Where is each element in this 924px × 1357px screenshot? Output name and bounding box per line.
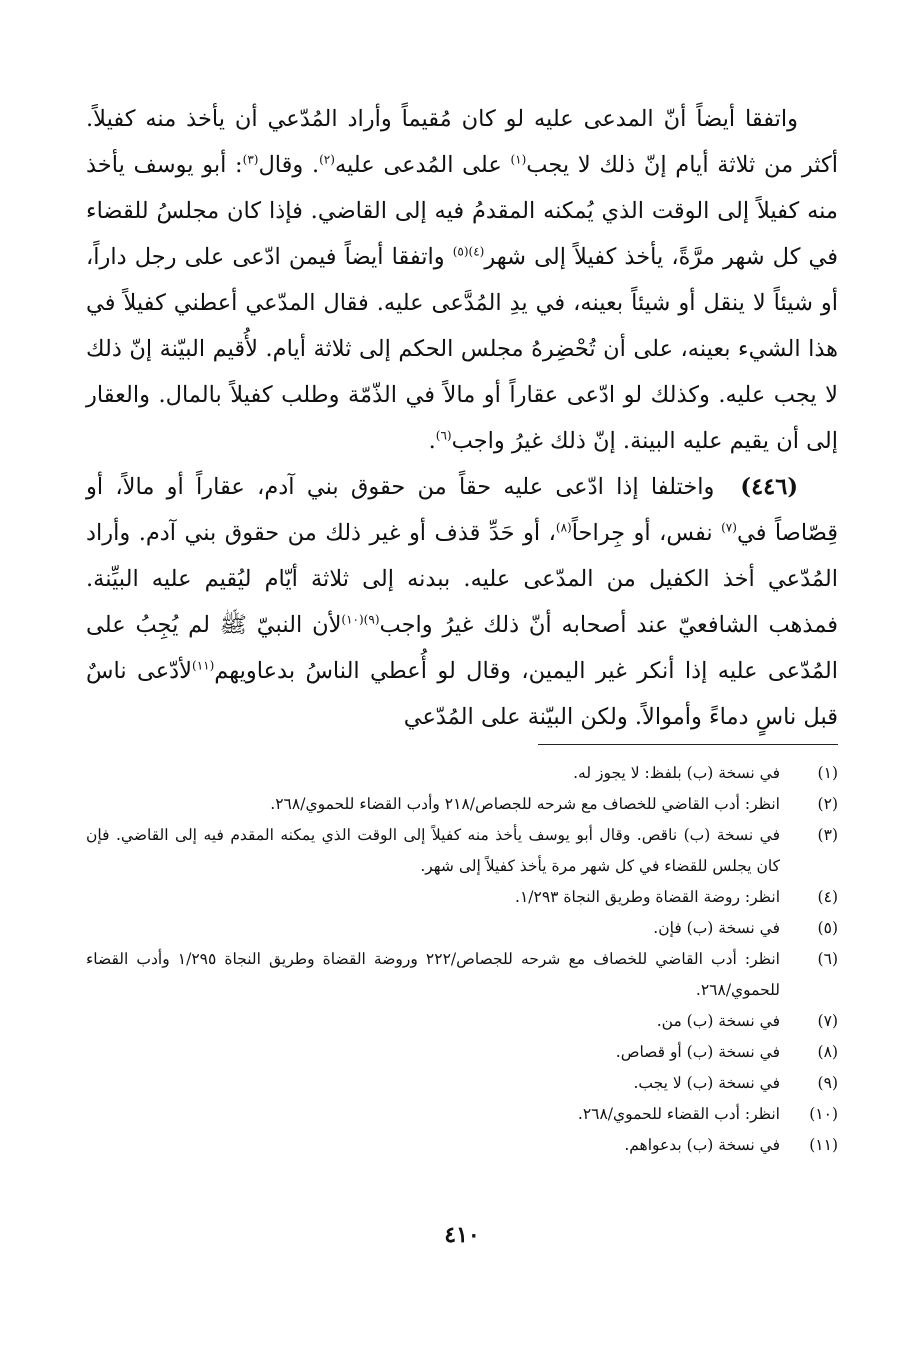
footnote-item — [86, 789, 838, 820]
footnote-item — [86, 1130, 838, 1161]
text-run: لأدّعى ناسٌ قبل ناسٍ دماءً وأموالاً. ولكن البيّنة على المُدّعي — [86, 658, 838, 730]
footnote-text: في نسخة (ب) ناقص. وقال أبو يوسف يأخذ منه كفيلاً إلى الوقت الذي يمكنه المقدم فيه إلى القاضي. فإن كان يجلس للقضاء في كل شهر مرة يأخذ كفيلاً إلى شهر. — [86, 826, 780, 875]
main-text — [86, 96, 838, 740]
text-run: ، أو حَدِّ قذف أو غير ذلك من حقوق بني آدم. وأراد المُدّعي أخذ الكفيل من المدّعى عليه. ببدنه إلى ثلاثة أيّام ليُقيم عليه البيِّنة. فمذهب الشافعيّ عند أصحابه أنّ ذلك غيرُ واجب — [86, 520, 838, 638]
footnote-item — [86, 820, 838, 882]
footnote-ref[interactable]: (١) — [510, 152, 527, 167]
footnote-item — [86, 1006, 838, 1037]
text-run: نفس، أو جِراحاً — [571, 520, 722, 546]
footnote-number: (٩) — [817, 1074, 838, 1092]
footnote-ref[interactable]: (٧) — [721, 520, 737, 535]
text-run: واتفقا أيضاً فيمن ادّعى على رجل داراً، أو شيئاً لا ينقل أو شيئاً بعينه، في يدِ المُدَّعى عليه. فقال المدّعي أعطني كفيلاً في هذا الشيء بعينه، على أن تُحْضِرهُ مجلس الحكم إلى ثلاثة أيام. لأُقيم البيّنة إنّ ذلك لا يجب عليه. وكذلك لو ادّعى عقاراً أو مالاً في الذّمّة وطلب كفيلاً بالمال. والعقار إلى أن يقيم عليه البينة. إنّ ذلك غيرُ واجب — [86, 244, 838, 454]
issue-number: (٤٤٦) — [740, 474, 798, 500]
footnote-number: (٨) — [817, 1043, 838, 1061]
paragraph-1 — [86, 96, 838, 464]
footnote-item — [86, 913, 838, 944]
footnote-text: في نسخة (ب) فإن. — [653, 919, 780, 937]
footnote-text: في نسخة (ب) بلفظ: لا يجوز له. — [573, 764, 780, 782]
footnote-item — [86, 1037, 838, 1068]
footnote-number: (٦) — [817, 950, 838, 968]
footnote-text: انظر: روضة القضاة وطريق النجاة ١/٢٩٣. — [515, 888, 780, 906]
footnote-number: (٣) — [817, 826, 838, 844]
text-run: : أبو يوسف يأخذ منه كفيلاً إلى الوقت الذي يُمكنه المقدمُ فيه إلى القاضي. فإذا كان مجلسُ للقضاء في كل شهر مرَّةً، يأخذ كفيلاً إلى شهر — [86, 152, 839, 270]
footnote-text: انظر: أدب القاضي للخصاف مع شرحه للجصاص/٢٢٢ وروضة القضاة وطريق النجاة ١/٢٩٥ وأدب القضاء للحموي/٢٦٨. — [86, 950, 780, 999]
footnote-text: انظر: أدب القضاء للحموي/٢٦٨. — [577, 1105, 780, 1123]
footnote-ref[interactable]: (٤)(٥) — [452, 244, 485, 259]
text-run: واختلفا إذا ادّعى عليه حقاً من حقوق بني آدم، عقاراً أو مالاً، أو قِصّاصاً في — [86, 474, 838, 546]
footnotes — [86, 758, 838, 1161]
footnote-text: في نسخة (ب) أو قصاص. — [615, 1043, 780, 1061]
footnote-number: (٥) — [817, 919, 838, 937]
text-run: واتفقا أيضاً أنّ المدعى عليه لو كان مُقيماً وأراد المُدّعي أن يأخذ منه كفيلاً. أكثر من ثلاثة أيام إنّ ذلك لا يجب — [86, 106, 838, 178]
footnote-item — [86, 758, 838, 789]
text-run: على المُدعى عليه — [334, 152, 511, 178]
footnote-item — [86, 882, 838, 913]
page-number: ٤١٠ — [444, 1222, 480, 1248]
footnote-number: (١١) — [809, 1136, 838, 1154]
footnote-text: انظر: أدب القاضي للخصاف مع شرحه للجصاص/٢١٨ وأدب القضاء للحموي/٢٦٨. — [270, 795, 780, 813]
paragraph-2 — [86, 464, 838, 740]
text-run: . وقال — [258, 152, 320, 178]
footnote-ref[interactable]: (٦) — [435, 428, 452, 443]
footnote-text: في نسخة (ب) من. — [656, 1012, 780, 1030]
footnote-item — [86, 1068, 838, 1099]
footnote-divider — [538, 744, 838, 745]
footnote-number: (١) — [817, 764, 838, 782]
text-run: . — [428, 428, 436, 454]
footnote-ref[interactable]: (٢) — [319, 152, 335, 167]
footnote-ref[interactable]: (٣) — [242, 152, 259, 167]
footnote-number: (١٠) — [809, 1105, 838, 1123]
footnote-ref[interactable]: (٩)(١٠) — [341, 612, 380, 627]
footnote-number: (٢) — [817, 795, 838, 813]
footnote-item — [86, 1099, 838, 1130]
footnote-item — [86, 944, 838, 1006]
footnote-number: (٧) — [817, 1012, 838, 1030]
footnote-ref[interactable]: (٨) — [555, 520, 572, 535]
footnote-ref[interactable]: (١١) — [192, 658, 215, 673]
text-run: لأن النبيّ ﷺ لم يُجِبُ على المُدّعى عليه إذا أنكر غير اليمين، وقال لو أُعطي الناسُ بدعاويهم — [86, 612, 838, 684]
footnote-text: في نسخة (ب) بدعواهم. — [624, 1136, 780, 1154]
footnote-number: (٤) — [817, 888, 838, 906]
footnote-text: في نسخة (ب) لا يجب. — [633, 1074, 780, 1092]
